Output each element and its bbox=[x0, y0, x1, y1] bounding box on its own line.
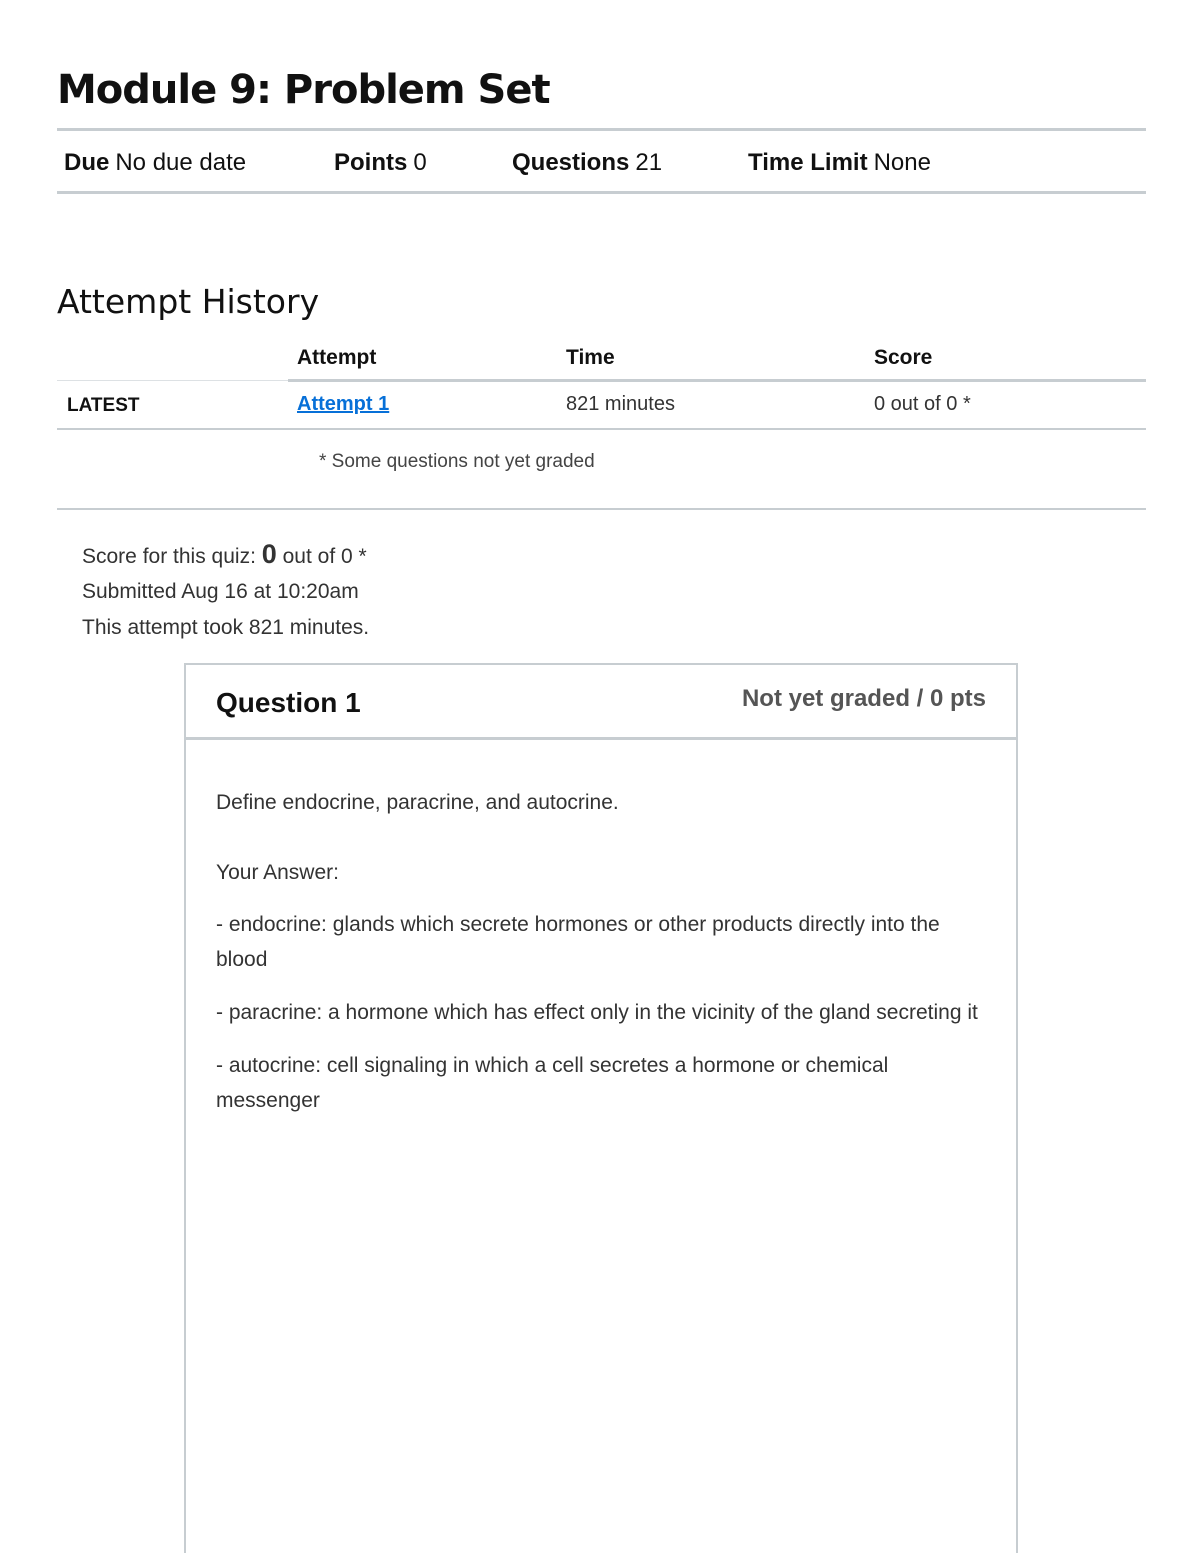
submitted-time: Submitted Aug 16 at 10:20am bbox=[82, 580, 359, 603]
score-value: 0 bbox=[261, 539, 277, 569]
column-header-time: Time bbox=[566, 346, 615, 369]
table-row-divider bbox=[57, 428, 1146, 430]
question-points: Not yet graded / 0 pts bbox=[741, 685, 986, 712]
attempt-1-link-cell bbox=[297, 393, 389, 416]
attempt-score: 0 out of 0 * bbox=[874, 393, 971, 415]
ungraded-footnote: * Some questions not yet graded bbox=[319, 451, 595, 472]
table-header-divider bbox=[288, 379, 1146, 382]
column-header-score: Score bbox=[874, 346, 933, 369]
time-limit-label: Time Limit bbox=[748, 149, 868, 176]
page-title: Module 9: Problem Set bbox=[57, 67, 550, 113]
column-header-attempt: Attempt bbox=[297, 346, 377, 369]
latest-badge: LATEST bbox=[67, 395, 140, 416]
attempt-time: 821 minutes bbox=[566, 393, 675, 415]
points-label: Points bbox=[334, 149, 408, 176]
time-limit-value: None bbox=[873, 149, 931, 176]
questions-value: 21 bbox=[635, 149, 663, 176]
answer-endocrine: - endocrine: glands which secrete hormones or other products directly into the blood bbox=[216, 913, 940, 971]
score-prefix: Score for this quiz: bbox=[82, 545, 256, 568]
table-header-divider-left bbox=[57, 380, 288, 381]
answer-label: Your Answer: bbox=[216, 861, 339, 884]
answer-paracrine: - paracrine: a hormone which has effect only in the vicinity of the gland secreting it bbox=[216, 1001, 978, 1024]
quiz-score-line bbox=[82, 539, 367, 570]
question-name: Question 1 bbox=[216, 687, 361, 718]
questions-label: Questions bbox=[512, 149, 630, 176]
points-detail bbox=[334, 149, 427, 177]
question-text: Define endocrine, paracrine, and autocrine. bbox=[216, 791, 619, 814]
question-body bbox=[216, 785, 996, 1136]
points-value: 0 bbox=[413, 149, 427, 176]
question-header bbox=[186, 665, 1016, 740]
attempt-1-link[interactable]: Attempt 1 bbox=[297, 393, 390, 415]
section-divider bbox=[57, 508, 1146, 510]
quiz-details-bar bbox=[57, 128, 1146, 194]
attempt-duration: This attempt took 821 minutes. bbox=[82, 616, 370, 639]
answer-autocrine: - autocrine: cell signaling in which a cell secretes a hormone or chemical messenger bbox=[216, 1054, 889, 1112]
attempt-history-title: Attempt History bbox=[57, 282, 320, 321]
time-limit-detail bbox=[748, 149, 931, 177]
due-detail bbox=[64, 149, 246, 177]
question-card bbox=[184, 663, 1018, 1553]
due-label: Due bbox=[64, 149, 110, 176]
questions-detail bbox=[512, 149, 662, 177]
due-value: No due date bbox=[115, 149, 247, 176]
score-suffix: out of 0 * bbox=[282, 545, 367, 568]
